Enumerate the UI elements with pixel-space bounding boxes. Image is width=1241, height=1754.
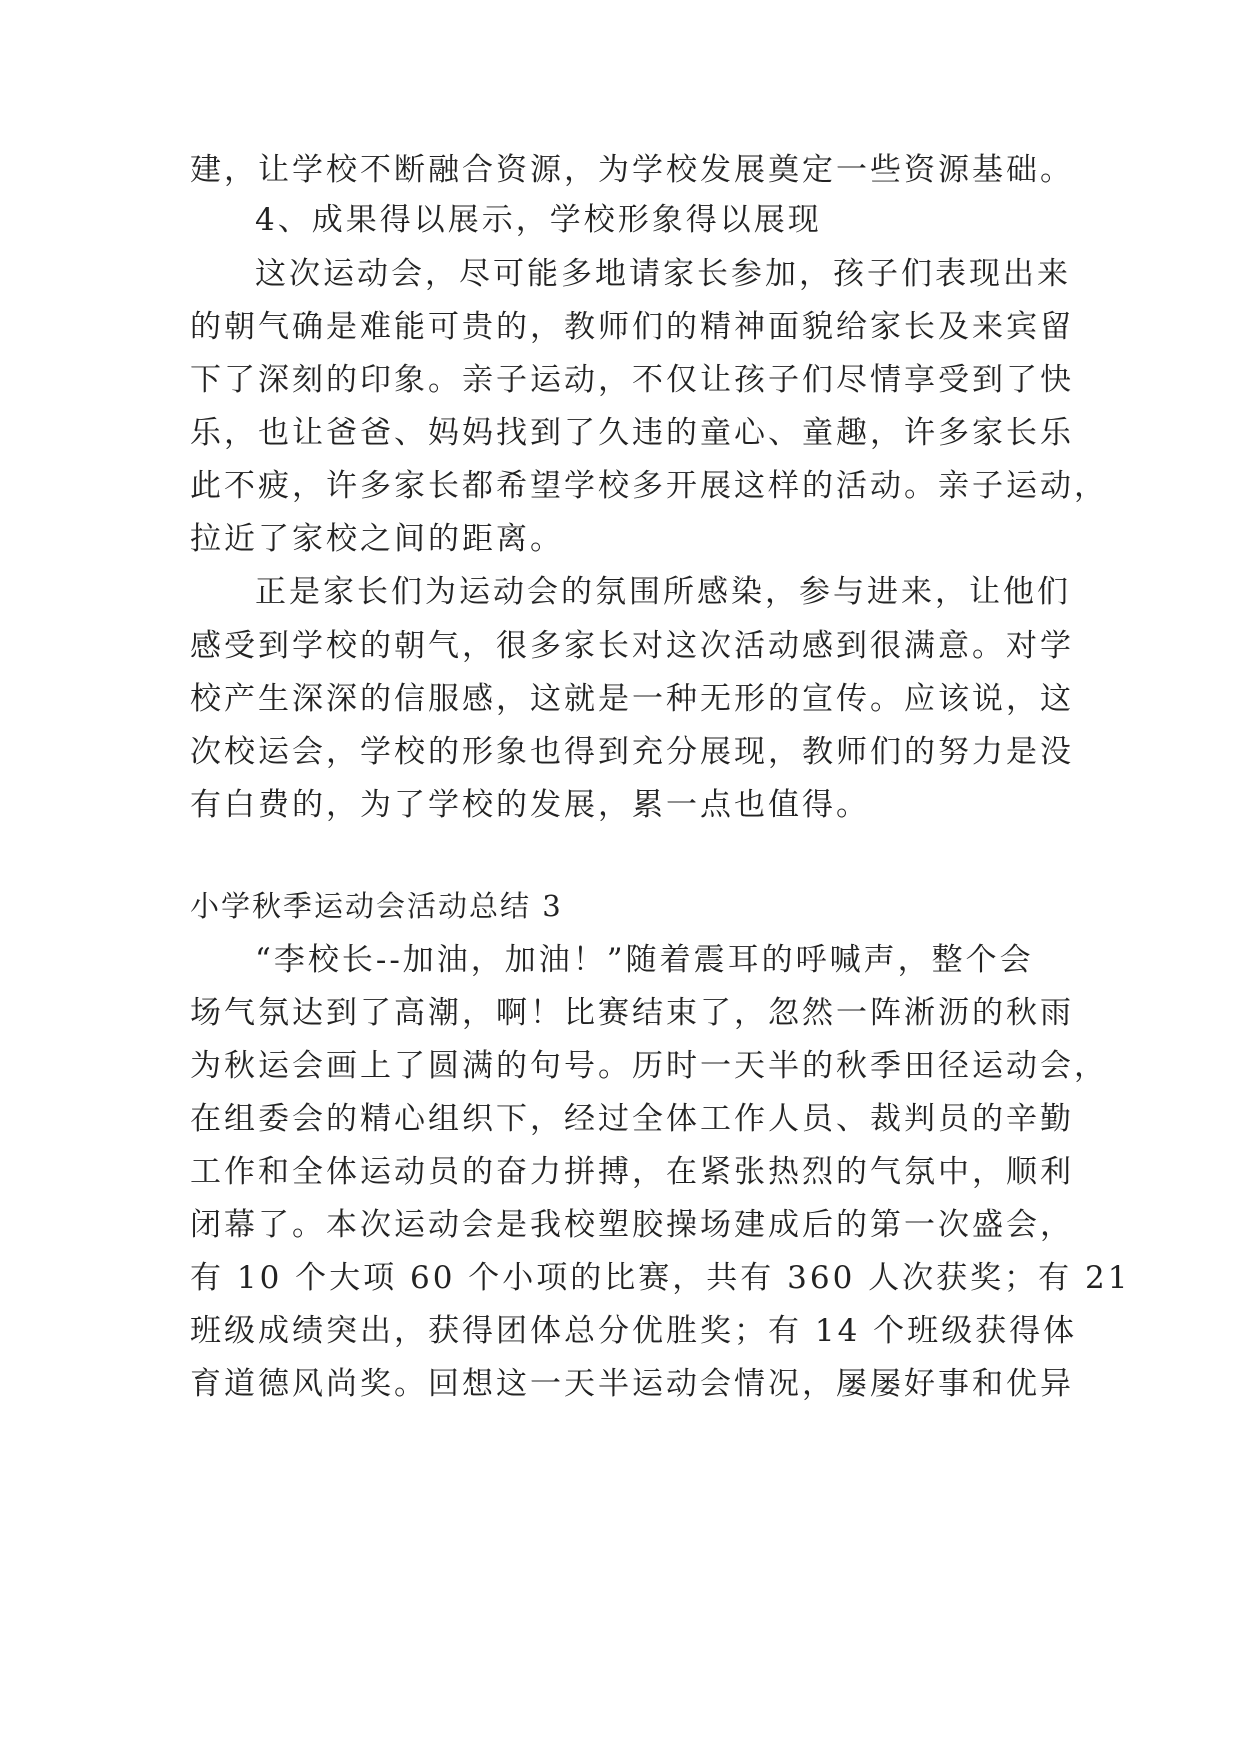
paragraph-line: 有白费的，为了学校的发展，累一点也值得。	[190, 787, 870, 823]
paragraph-line: 场气氛达到了高潮，啊！比赛结束了，忽然一阵淅沥的秋雨	[190, 995, 1074, 1031]
paragraph-line: 拉近了家校之间的距离。	[190, 521, 564, 557]
paragraph-line: 育道德风尚奖。回想这一天半运动会情况，屡屡好事和优异	[190, 1366, 1074, 1402]
paragraph-line: 班级成绩突出，获得团体总分优胜奖；有 14 个班级获得体	[190, 1313, 1078, 1349]
paragraph-line: 为秋运会画上了圆满的句号。历时一天半的秋季田径运动会，	[190, 1048, 1108, 1084]
paragraph-line: 下了深刻的印象。亲子运动，不仅让孩子们尽情享受到了快	[190, 362, 1074, 398]
paragraph-line: 感受到学校的朝气，很多家长对这次活动感到很满意。对学	[190, 628, 1074, 664]
section-heading: 小学秋季运动会活动总结 3	[190, 889, 563, 923]
paragraph-line: 建，让学校不断融合资源，为学校发展奠定一些资源基础。	[190, 152, 1074, 188]
paragraph-line: 校产生深深的信服感，这就是一种无形的宣传。应该说，这	[190, 681, 1074, 717]
paragraph-line: 工作和全体运动员的奋力拼搏，在紧张热烈的气氛中，顺利	[190, 1154, 1074, 1190]
paragraph-line: 在组委会的精心组织下，经过全体工作人员、裁判员的辛勤	[190, 1101, 1074, 1137]
paragraph-line: 有 10 个大项 60 个小项的比赛，共有 360 人次获奖；有 21	[190, 1260, 1131, 1296]
section-subheading: 4、成果得以展示，学校形象得以展现	[255, 202, 822, 238]
paragraph-line: 正是家长们为运动会的氛围所感染，参与进来，让他们	[255, 574, 1071, 610]
paragraph-line: 此不疲，许多家长都希望学校多开展这样的活动。亲子运动，	[190, 468, 1108, 504]
paragraph-line: 乐，也让爸爸、妈妈找到了久违的童心、童趣，许多家长乐	[190, 415, 1074, 451]
paragraph-line: 这次运动会，尽可能多地请家长参加，孩子们表现出来	[255, 256, 1071, 292]
paragraph-line: 的朝气确是难能可贵的，教师们的精神面貌给家长及来宾留	[190, 309, 1074, 345]
paragraph-line: “李校长--加油，加油！”随着震耳的呼喊声，整个会	[255, 942, 1034, 978]
paragraph-line: 次校运会，学校的形象也得到充分展现，教师们的努力是没	[190, 734, 1074, 770]
paragraph-line: 闭幕了。本次运动会是我校塑胶操场建成后的第一次盛会，	[190, 1207, 1074, 1243]
